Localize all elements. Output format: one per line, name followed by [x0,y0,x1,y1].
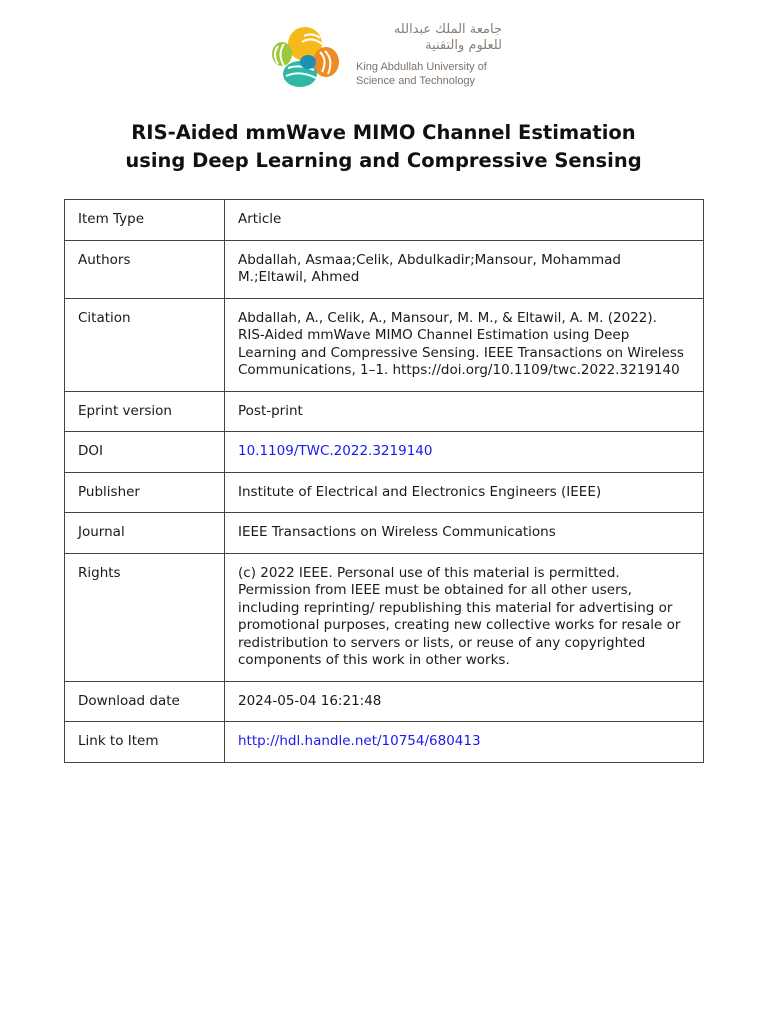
journal-value: IEEE Transactions on Wireless Communications [225,513,704,554]
item-type-value: Article [225,200,704,241]
doi-cell [225,432,704,473]
document-title-line1: RIS-Aided mmWave MIMO Channel Estimation [131,121,636,144]
row-download-date [65,681,704,722]
row-journal [65,513,704,554]
citation-value: Abdallah, A., Celik, A., Mansour, M. M., & Eltawil, A. M. (2022). RIS-Aided mmWave MIMO Channel Estimation using Deep Learning and Compressive Sensing. IEEE Transactions on Wireless Communications, 1–1. https://doi.org/10.1109/twc.2022.3219140 [225,298,704,391]
link-to-item-label: Link to Item [65,722,225,763]
authors-value: Abdallah, Asmaa;Celik, Abdulkadir;Mansour, Mohammad M.;Eltawil, Ahmed [225,240,704,298]
doi-link[interactable]: 10.1109/TWC.2022.3219140 [238,443,433,459]
item-handle-link[interactable]: http://hdl.handle.net/10754/680413 [238,733,481,749]
item-type-label: Item Type [65,200,225,241]
university-name-arabic-line2: للعلوم والتقنية [425,38,502,53]
university-name-english [356,60,506,88]
document-title-line2: using Deep Learning and Compressive Sensing [125,149,642,172]
rights-label: Rights [65,553,225,681]
publisher-value: Institute of Electrical and Electronics Engineers (IEEE) [225,472,704,513]
rights-value: (c) 2022 IEEE. Personal use of this material is permitted. Permission from IEEE must be obtained for all other users, including reprinting/ republishing this material for advertising or promotional purposes, creating new collective works for resale or redistribution to servers or lists, or reuse of any copyrighted components of this work in other works. [225,553,704,681]
row-eprint-version [65,391,704,432]
authors-label: Authors [65,240,225,298]
doi-label: DOI [65,432,225,473]
download-date-value: 2024-05-04 16:21:48 [225,681,704,722]
row-authors [65,240,704,298]
kaust-logo-icon [268,22,348,92]
row-item-type [65,200,704,241]
journal-label: Journal [65,513,225,554]
row-rights [65,553,704,681]
row-doi [65,432,704,473]
eprint-version-label: Eprint version [65,391,225,432]
citation-label: Citation [65,298,225,391]
university-name-arabic [356,22,502,54]
metadata-table [64,199,704,763]
university-name-english-line1: King Abdullah University of [356,61,487,73]
row-citation [65,298,704,391]
university-name-english-line2: Science and Technology [356,75,476,87]
row-link-to-item [65,722,704,763]
publisher-label: Publisher [65,472,225,513]
eprint-version-value: Post-print [225,391,704,432]
row-publisher [65,472,704,513]
link-to-item-cell [225,722,704,763]
document-title [64,119,703,175]
university-name-arabic-line1: جامعة الملك عبدالله [393,22,502,37]
kaust-logo [268,22,508,92]
download-date-label: Download date [65,681,225,722]
